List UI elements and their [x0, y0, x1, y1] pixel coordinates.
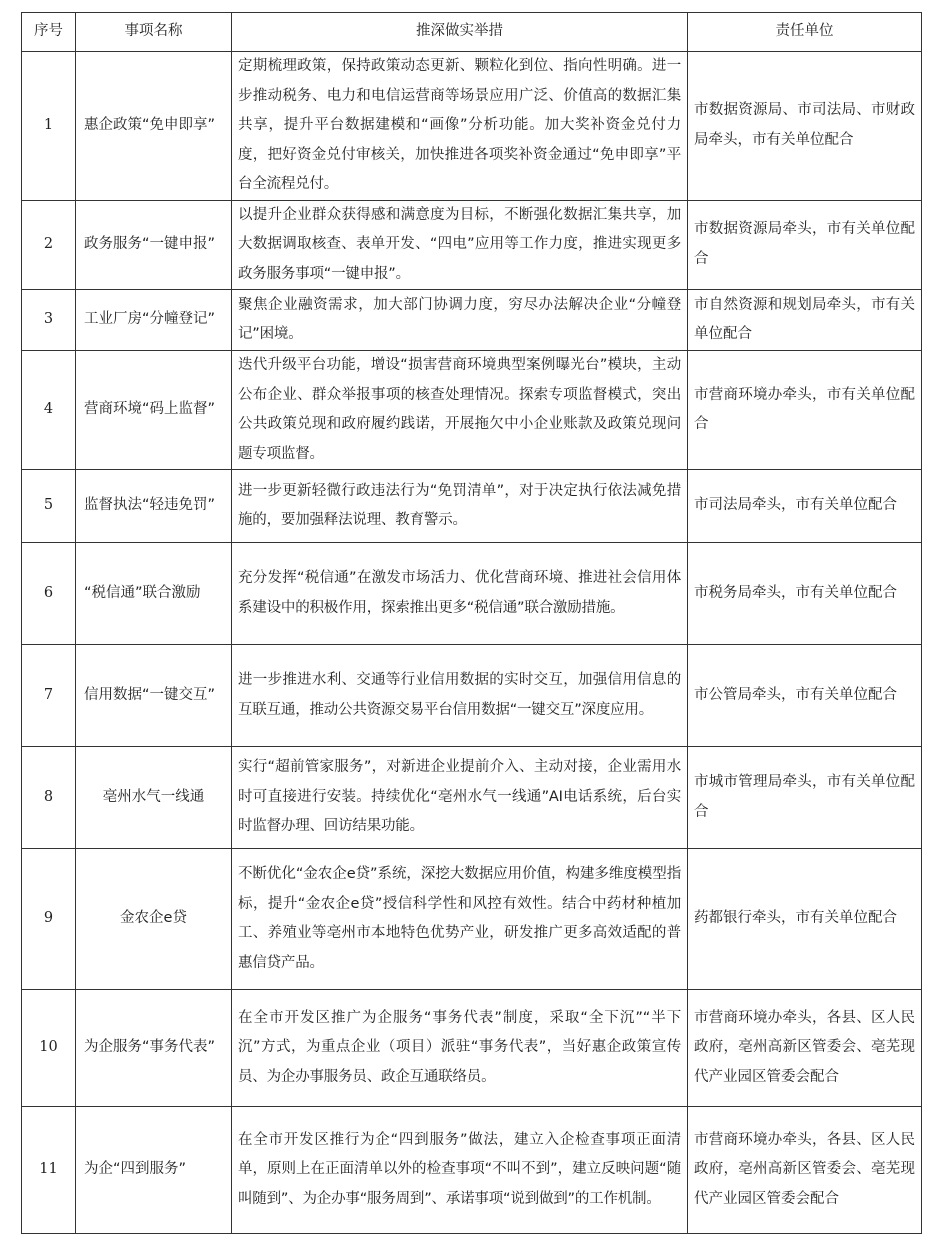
row-number: 8	[22, 747, 76, 849]
table-row	[22, 990, 922, 1107]
row-number: 10	[22, 990, 76, 1107]
row-number: 9	[22, 849, 76, 990]
item-name: 惠企政策“免申即享”	[76, 52, 232, 201]
responsible-unit: 药都银行牵头，市有关单位配合	[688, 849, 922, 990]
responsible-unit: 市营商环境办牵头，市有关单位配合	[688, 351, 922, 470]
item-name: 政务服务“一键申报”	[76, 200, 232, 290]
responsible-unit: 市司法局牵头，市有关单位配合	[688, 470, 922, 543]
row-number: 3	[22, 290, 76, 351]
item-name: “税信通”联合激励	[76, 543, 232, 645]
measures-table	[21, 12, 922, 1234]
header-item-name: 事项名称	[76, 13, 232, 52]
measure-text: 聚焦企业融资需求，加大部门协调力度，穷尽办法解决企业“分幢登记”困境。	[232, 290, 688, 351]
table-row	[22, 52, 922, 201]
item-name: 监督执法“轻违免罚”	[76, 470, 232, 543]
table-row	[22, 351, 922, 470]
measure-text: 进一步推进水利、交通等行业信用数据的实时交互，加强信用信息的互联互通，推动公共资源交易平台信用数据“一键交互”深度应用。	[232, 645, 688, 747]
item-name: 为企“四到服务”	[76, 1107, 232, 1234]
responsible-unit: 市数据资源局牵头，市有关单位配合	[688, 200, 922, 290]
responsible-unit: 市营商环境办牵头，各县、区人民政府，亳州高新区管委会、亳芜现代产业园区管委会配合	[688, 990, 922, 1107]
table-row	[22, 747, 922, 849]
measure-text: 充分发挥“税信通”在激发市场活力、优化营商环境、推进社会信用体系建设中的积极作用，探索推出更多“税信通”联合激励措施。	[232, 543, 688, 645]
measure-text: 在全市开发区推行为企“四到服务”做法，建立入企检查事项正面清单，原则上在正面清单以外的检查事项“不叫不到”，建立反映问题“随叫随到”、为企办事“服务周到”、承诺事项“说到做到”的工作机制。	[232, 1107, 688, 1234]
table-row	[22, 470, 922, 543]
item-name: 信用数据“一键交互”	[76, 645, 232, 747]
table-row	[22, 543, 922, 645]
measure-text: 在全市开发区推广为企服务“事务代表”制度，采取“全下沉”“半下沉”方式，为重点企业（项目）派驻“事务代表”，当好惠企政策宣传员、为企办事服务员、政企互通联络员。	[232, 990, 688, 1107]
measure-text: 定期梳理政策，保持政策动态更新、颗粒化到位、指向性明确。进一步推动税务、电力和电信运营商等场景应用广泛、价值高的数据汇集共享，提升平台数据建模和“画像”分析功能。加大奖补资金兑付力度，把好资金兑付审核关，加快推进各项奖补资金通过“免申即享”平台全流程兑付。	[232, 52, 688, 201]
responsible-unit: 市自然资源和规划局牵头，市有关单位配合	[688, 290, 922, 351]
measure-text: 迭代升级平台功能，增设“损害营商环境典型案例曝光台”模块，主动公布企业、群众举报事项的核查处理情况。探索专项监督模式，突出公共政策兑现和政府履约践诺，开展拖欠中小企业账款及政策兑现问题专项监督。	[232, 351, 688, 470]
responsible-unit: 市营商环境办牵头，各县、区人民政府，亳州高新区管委会、亳芜现代产业园区管委会配合	[688, 1107, 922, 1234]
responsible-unit: 市公管局牵头，市有关单位配合	[688, 645, 922, 747]
responsible-unit: 市税务局牵头，市有关单位配合	[688, 543, 922, 645]
row-number: 1	[22, 52, 76, 201]
item-name: 亳州水气一线通	[76, 747, 232, 849]
measure-text: 不断优化“金农企e贷”系统，深挖大数据应用价值，构建多维度模型指标，提升“金农企e贷”授信科学性和风控有效性。结合中药材种植加工、养殖业等亳州市本地特色优势产业，研发推广更多高效适配的普惠信贷产品。	[232, 849, 688, 990]
header-responsible-unit: 责任单位	[688, 13, 922, 52]
item-name: 金农企e贷	[76, 849, 232, 990]
measure-text: 实行“超前管家服务”，对新进企业提前介入、主动对接，企业需用水时可直接进行安装。持续优化“亳州水气一线通”AI电话系统，后台实时监督办理、回访结果功能。	[232, 747, 688, 849]
table-row	[22, 290, 922, 351]
table-row	[22, 849, 922, 990]
row-number: 5	[22, 470, 76, 543]
measure-text: 进一步更新轻微行政违法行为“免罚清单”，对于决定执行依法减免措施的，要加强释法说理、教育警示。	[232, 470, 688, 543]
table-row	[22, 1107, 922, 1234]
item-name: 营商环境“码上监督”	[76, 351, 232, 470]
row-number: 7	[22, 645, 76, 747]
responsible-unit: 市城市管理局牵头，市有关单位配合	[688, 747, 922, 849]
table-row	[22, 200, 922, 290]
item-name: 工业厂房“分幢登记”	[76, 290, 232, 351]
row-number: 11	[22, 1107, 76, 1234]
header-measures: 推深做实举措	[232, 13, 688, 52]
measure-text: 以提升企业群众获得感和满意度为目标，不断强化数据汇集共享，加大数据调取核查、表单开发、“四电”应用等工作力度，推进实现更多政务服务事项“一键申报”。	[232, 200, 688, 290]
responsible-unit: 市数据资源局、市司法局、市财政局牵头，市有关单位配合	[688, 52, 922, 201]
row-number: 6	[22, 543, 76, 645]
header-no: 序号	[22, 13, 76, 52]
row-number: 4	[22, 351, 76, 470]
item-name: 为企服务“事务代表”	[76, 990, 232, 1107]
row-number: 2	[22, 200, 76, 290]
table-row	[22, 645, 922, 747]
table-header-row	[22, 13, 922, 52]
